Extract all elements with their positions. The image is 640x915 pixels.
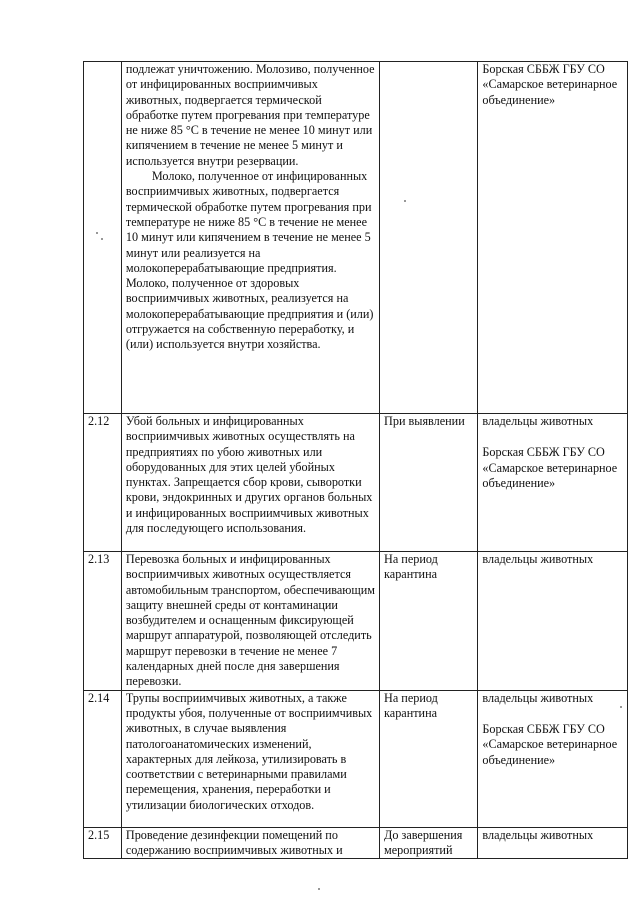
responsible-cell (478, 552, 628, 691)
responsible-vet-service: Борская СББЖ ГБУ СО «Самарское ветеринарное объединение» (482, 62, 618, 107)
responsible-vet-service: Борская СББЖ ГБУ СО «Самарское ветеринарное объединение» (482, 445, 618, 490)
measure-text (121, 690, 379, 827)
table-row (84, 690, 628, 827)
measure-paragraph: Перевозка больных и инфицированных восприимчивых животных осуществляется автомобильным транспортом, обеспечивающим защиту внешней среды от контаминации возбудителем и оснащенным фиксирующей маршрут аппаратурой, позволяющей отследить маршрут перевозки в течение не менее 7 календарных дней после дня завершения перевозки. (125, 552, 375, 689)
scan-speck (96, 232, 98, 234)
row-number: 2.14 (84, 690, 122, 827)
row-number: 2.15 (84, 827, 122, 859)
responsible-owners: владельцы животных (482, 827, 594, 842)
measure-paragraph: подлежат уничтожению. Молозиво, полученное от инфицированных восприимчивых животных, подвергается термической обработке путем прогревания при температуре не ниже 85 °С в течение не менее 10 минут или кипячением в течение не менее 5 минут и используется внутри резервации. (125, 62, 375, 168)
measures-table (83, 61, 628, 859)
responsible-owners: владельцы животных (482, 690, 594, 705)
measure-paragraph: Трупы восприимчивых животных, а также продукты убоя, полученные от восприимчивых животных, в случае выявления патологоанатомических изменений, характерных для лейкоза, утилизировать в соответствии с ветеринарными правилами перемещения, хранения, переработки и утилизации биологических отходов. (125, 690, 373, 812)
table-row (84, 62, 628, 414)
deadline-cell: На период карантина (380, 690, 478, 827)
responsible-owners: владельцы животных (482, 552, 594, 566)
measure-paragraph: Проведение дезинфекции помещений по содержанию восприимчивых животных и (125, 827, 343, 857)
deadline-cell: На период карантина (380, 552, 478, 691)
table-row (84, 414, 628, 552)
responsible-cell (478, 690, 628, 827)
measure-paragraph: Убой больных и инфицированных восприимчивых животных осуществлять на предприятиях по убою животных или оборудованных для этих целей убойных пунктах. Запрещается сбор крови, сыворотки крови, эндокринных и других органов больных и инфицированных восприимчивых животных для последующего использования. (125, 414, 373, 536)
responsible-cell (478, 414, 628, 552)
measure-paragraph: Молоко, полученное от инфицированных восприимчивых животных, подвергается термической обработке путем прогревания при температуре не ниже 85 °С в течение не менее 10 минут или кипячением в течение не менее 5 минут или реализуется на молокоперерабатывающие предприятия. Молоко, полученное от здоровых восприимчивых животных, реализуется на молокоперерабатывающие предприятия и (или) отгружается на собственную переработку, и (или) используется внутри хозяйства. (125, 169, 374, 352)
deadline-cell: До завершения мероприятий (380, 827, 478, 859)
scan-speck (318, 888, 320, 890)
measure-text (121, 62, 379, 414)
responsible-vet-service: Борская СББЖ ГБУ СО «Самарское ветеринарное объединение» (482, 721, 618, 767)
scan-speck (404, 200, 406, 202)
measure-text (121, 827, 379, 859)
deadline-cell (380, 62, 478, 414)
measure-text (121, 552, 379, 691)
measure-text (121, 414, 379, 552)
row-number: 2.13 (84, 552, 122, 691)
responsible-cell (478, 62, 628, 414)
table-row (84, 827, 628, 859)
responsible-cell (478, 827, 628, 859)
deadline-cell: При выявлении (380, 414, 478, 552)
responsible-owners: владельцы животных (482, 414, 594, 428)
scan-speck (620, 706, 622, 708)
row-number: 2.12 (84, 414, 122, 552)
scan-speck (101, 238, 103, 240)
table-row (84, 552, 628, 691)
